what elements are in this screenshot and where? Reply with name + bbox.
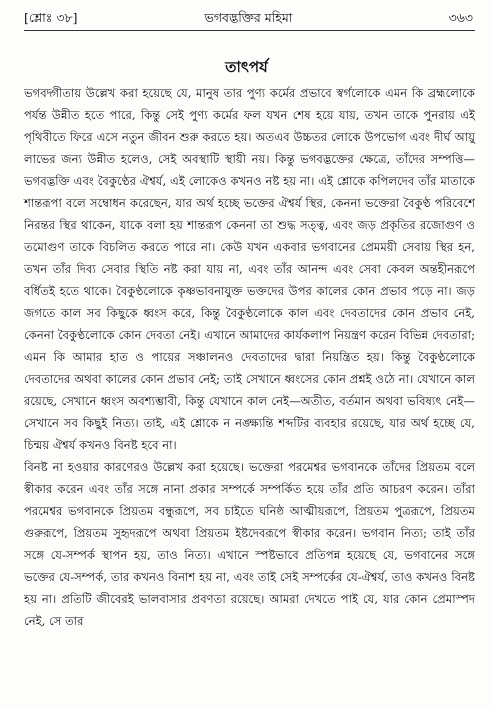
- verse-reference: [শ্লোঃ ৩৮]: [24, 10, 78, 25]
- section-title: তাৎপর্য: [225, 58, 268, 76]
- running-header: [24, 6, 473, 28]
- paragraph: ভগবদ্গীতায় উল্লেখ করা হয়েছে যে, মানুষ তার পুণ্য কর্মের প্রভাবে স্বর্গলোকে এমন কি ব্রহ্মলোকে পর্যন্ত উন্নীত হতে পারে, কিন্তু সেই পুণ্য কর্মের ফল যখন শেষ হয়ে যায়, তখন তাকে পুনরায় এই পৃথিবীতে ফিরে এসে নতুন জীবন শুরু করতে হয়। অতএব উচ্চতর লোকে উপভোগ এবং দীর্ঘ আয়ু লাভের জন্য উন্নীত হলেও, সেই অবস্থাটি স্থায়ী নয়। কিন্তু ভগবদ্ভক্তের ক্ষেত্রে, তাঁদের সম্পত্তি—ভগবদ্ভক্তি এবং বৈকুণ্ঠের ঐশ্বর্য, এই লোকেও কখনও নষ্ট হয় না। এই শ্লোকে কপিলদেব তাঁর মাতাকে শান্তরূপা বলে সম্বোধন করেছেন, যার অর্থ হচ্ছে ভক্তের ঐশ্বর্য স্থির, কেননা ভক্তেরা বৈকুণ্ঠ পরিবেশে নিরন্তর স্থির থাকেন, যাকে বলা হয় শান্তরূপ কেননা তা শুদ্ধ সত্ত্ব, এবং জড় প্রকৃতির রজোগুণ ও তমোগুণ তাকে বিচলিত করতে পারে না। কেউ যখন একবার ভগবানের প্রেমময়ী সেবায় স্থির হন, তখন তাঁর দিব্য সেবার স্থিতি নষ্ট করা যায় না, এবং তাঁর আনন্দ এবং সেবা কেবল অন্তহীনরূপে বর্ধিতই হতে থাকে। বৈকুণ্ঠলোকে কৃষ্ণভাবনাযুক্ত ভক্তদের উপর কালের কোন প্রভাব পড়ে না। জড় জগতে কাল সব কিছুকে ধ্বংস করে, কিন্তু বৈকুণ্ঠলোকে কাল এবং দেবতাদের কোন প্রভাব নেই, কেননা বৈকুণ্ঠলোকে কোন দেবতা নেই। এখানে আমাদের কার্যকলাপ নিয়ন্ত্রণ করেন বিভিন্ন দেবতারা; এমন কি আমার হাত ও পায়ের সঞ্চালনও দেবতাদের দ্বারা নিয়ন্ত্রিত হয়। কিন্তু বৈকুণ্ঠলোকে দেবতাদের অথবা কালের কোন প্রভাব নেই; তাই সেখানে ধ্বংসের কোন প্রশ্নই ওঠে না। যেখানে কাল রয়েছে, সেখানে ধ্বংস অবশ্যম্ভাবী, কিন্তু যেখানে কাল নেই—অতীত, বর্তমান অথবা ভবিষ্যৎ নেই—সেখানে সব কিছুই নিত্য। তাই, এই শ্লোকে ন নঙ্ক্ষ্যন্তি শব্দটির ব্যবহার রয়েছে, যার অর্থ হচ্ছে যে, চিন্ময় ঐশ্বর্য কখনও বিনষ্ট হবে না।: [24, 86, 475, 452]
- body-text: [24, 82, 475, 632]
- page-number: ৩৬৩: [448, 10, 473, 25]
- header-divider: [24, 30, 475, 31]
- chapter-title: ভগবদ্ভক্তির মহিমা: [204, 10, 293, 25]
- paragraph: বিনষ্ট না হওয়ার কারণেরও উল্লেখ করা হয়েছে। ভক্তেরা পরমেশ্বর ভগবানকে তাঁদের প্রিয়তম বলে স্বীকার করেন এবং তাঁর সঙ্গে নানা প্রকার সম্পর্কে সম্পর্কিত হয়ে তাঁর প্রতি আচরণ করেন। তাঁরা পরমেশ্বর ভগবানকে প্রিয়তম বন্ধুরূপে, সব চাইতে ঘনিষ্ঠ আত্মীয়রূপে, প্রিয়তম পুত্ররূপে, প্রিয়তম গুরুরূপে, প্রিয়তম সুহৃদরূপে অথবা প্রিয়তম ইষ্টদেবরূপে স্বীকার করেন। ভগবান নিত্য; তাই তাঁর সঙ্গে যে-সম্পর্ক স্থাপন হয়, তাও নিত্য। এখানে স্পষ্টভাবে প্রতিপন্ন হয়েছে যে, ভগবানের সঙ্গে ভক্তের যে-সম্পর্ক, তার কখনও বিনাশ হয় না, এবং তাই সেই সম্পর্কের যে-ঐশ্বর্য, তাও কখনও বিনষ্ট হয় না। প্রতিটি জীবেরই ভালবাসার প্রবণতা রয়েছে। আমরা দেখতে পাই যে, যার কোন প্রেমাস্পদ নেই, সে তার: [24, 460, 475, 628]
